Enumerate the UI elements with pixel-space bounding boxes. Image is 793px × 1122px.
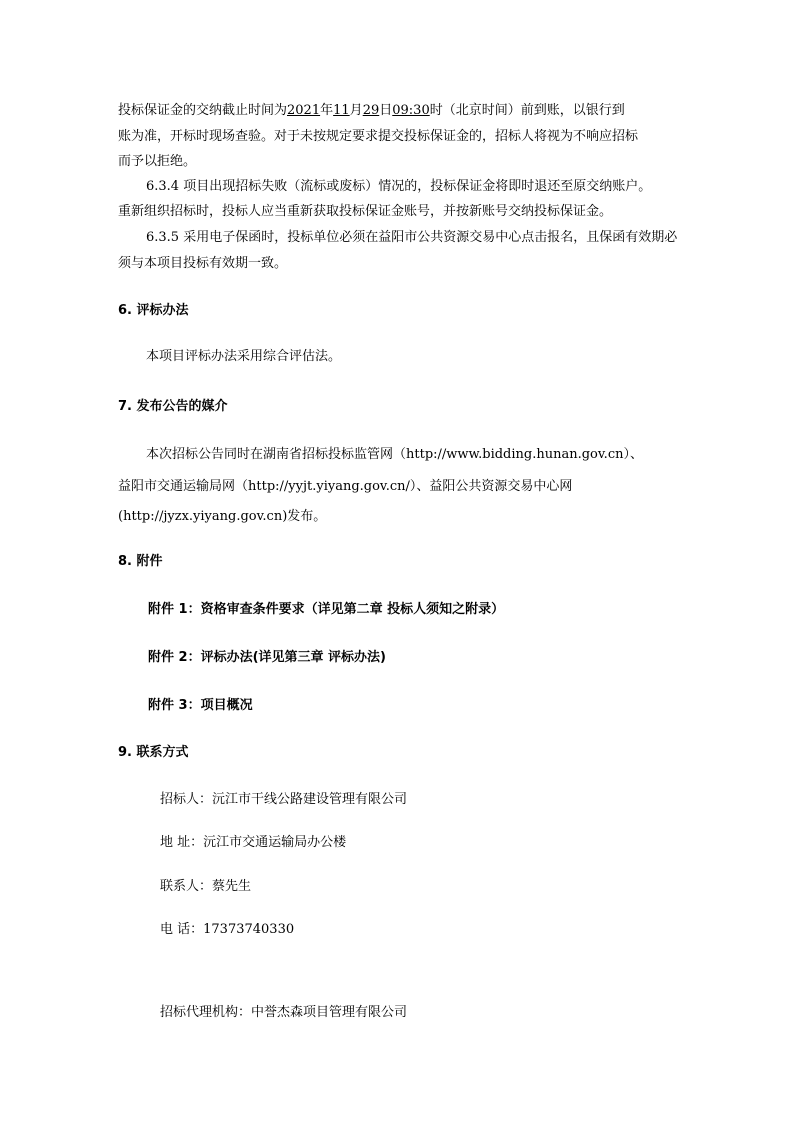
section-7-heading: 7. 发布公告的媒介 <box>118 399 228 414</box>
deposit-deadline-prefix: 投标保证金的交纳截止时间为 <box>118 103 288 118</box>
day-suffix: 日 <box>379 103 393 118</box>
deposit-day: 29 <box>362 103 380 118</box>
clause-6-3-4-line-1: 6.3.4 项目出现招标失败（流标或废标）情况的，投标保证金将即时退还至原交纳账户。 <box>146 179 652 194</box>
attachment-1: 附件 1：资格审查条件要求（详见第二章 投标人须知之附录） <box>148 602 505 617</box>
deposit-year: 2021 <box>287 103 321 118</box>
clause-6-3-5-line-2: 须与本项目投标有效期一致。 <box>118 256 288 271</box>
deposit-deadline-suffix: 时（北京时间）前到账，以银行到 <box>429 103 625 118</box>
agency-line: 招标代理机构：中誉杰森项目管理有限公司 <box>160 1005 408 1020</box>
section-9-heading: 9. 联系方式 <box>118 745 189 760</box>
deposit-time: 09:30 <box>392 103 430 118</box>
deposit-deadline-line <box>118 104 625 117</box>
deposit-month: 11 <box>333 103 350 118</box>
deposit-line-3: 而予以拒绝。 <box>118 154 197 169</box>
month-suffix: 月 <box>349 103 363 118</box>
year-suffix: 年 <box>320 103 334 118</box>
deposit-line-2: 账为准，开标时现场查验。对于未按规定要求提交投标保证金的，招标人将视为不响应招标 <box>118 129 639 144</box>
section-8-heading: 8. 附件 <box>118 554 163 569</box>
section-7-line-3: (http://jyzx.yiyang.gov.cn)发布。 <box>118 509 327 524</box>
section-7-line-1: 本次招标公告同时在湖南省招标投标监管网（http://www.bidding.hunan.gov.cn）、 <box>146 447 643 462</box>
contact-person-line: 联系人：蔡先生 <box>160 879 252 894</box>
clause-6-3-4-line-2: 重新组织招标时，投标人应当重新获取投标保证金账号，并按新账号交纳投标保证金。 <box>118 204 613 219</box>
phone-line: 电 话：17373740330 <box>160 922 295 937</box>
section-6-body: 本项目评标办法采用综合评估法。 <box>146 349 342 364</box>
section-6-heading: 6. 评标办法 <box>118 303 189 318</box>
clause-6-3-5-line-1: 6.3.5 采用电子保函时，投标单位必须在益阳市公共资源交易中心点击报名，且保函有效期必 <box>146 230 678 245</box>
attachment-3: 附件 3：项目概况 <box>148 698 253 713</box>
section-7-line-2: 益阳市交通运输局网（http://yyjt.yiyang.gov.cn/）、益阳公共资源交易中心网 <box>118 479 573 494</box>
attachment-2: 附件 2：评标办法(详见第三章 评标办法) <box>148 650 386 665</box>
address-line: 地 址：沅江市交通运输局办公楼 <box>160 835 347 850</box>
tenderer-line: 招标人：沅江市干线公路建设管理有限公司 <box>160 792 408 807</box>
